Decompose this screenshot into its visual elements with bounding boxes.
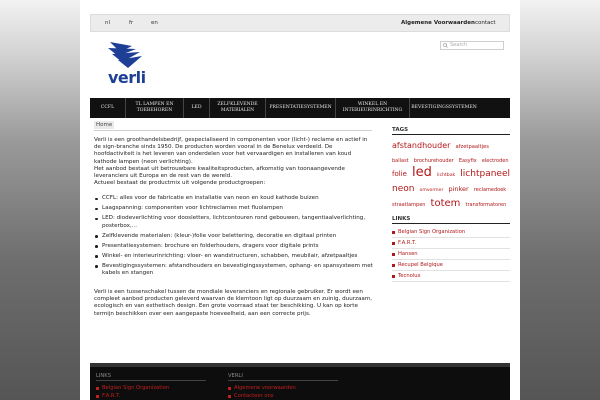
sidebar-link[interactable]: Recupel Belgique xyxy=(392,260,510,271)
nav-item-ccfl[interactable]: CCFL xyxy=(90,98,126,118)
footer-link[interactable]: Contacteer ons xyxy=(228,393,338,399)
list-item: Bevestigingssystemen: afstandhouders en bevestigingssystemen, ophang- en spansysteem met kabels en stangen xyxy=(94,263,374,277)
breadcrumb-home[interactable]: Home xyxy=(96,122,113,128)
terms-link[interactable]: Algemene Voorwaarden xyxy=(401,20,475,26)
sidebar-links xyxy=(392,227,510,282)
tag-link[interactable]: pinker xyxy=(448,185,469,193)
sidebar xyxy=(392,127,510,282)
search-input[interactable] xyxy=(440,41,504,50)
lang-nl-link[interactable]: nl xyxy=(105,20,111,26)
nav-item-led[interactable]: LED xyxy=(184,98,210,118)
list-item: CCFL: alles voor de fabricatie en installatie van neon en koud kathode buizen xyxy=(94,195,374,202)
tag-link[interactable]: lichtpaneel xyxy=(460,169,510,179)
nav-item-zelfklevende[interactable]: ZELFKLEVENDE MATERIALEN xyxy=(210,98,266,118)
main-content xyxy=(94,137,374,318)
search-icon xyxy=(443,43,448,48)
list-item: Laagspanning: componenten voor lichtreclames met fluolampen xyxy=(94,205,374,212)
tag-link[interactable]: electroden xyxy=(481,158,509,164)
list-item: Winkel- en interieurinrichting: vloer- en wandstructuren, schabben, meubilair, afzetpaaltjes xyxy=(94,253,374,260)
intro-paragraph: Verli is een groothandelsbedrijf, gespecialiseerd in componenten voor (licht-) reclame en actief in de sign-branche sinds 1950. De producten worden vooral in de Benelux verdeeld. De hoofdactiviteit is het leveren van onderdelen voor het vervaardigen en installeren van koud kathode lampen (neon verlichting). xyxy=(94,137,368,165)
nav-item-bevestigingssystemen[interactable]: BEVESTIGINGSSYSTEMEN xyxy=(411,105,477,110)
footer-link[interactable]: F.A.R.T. xyxy=(96,393,206,399)
lang-en-link[interactable]: en xyxy=(151,20,158,26)
links-heading: LINKS xyxy=(392,216,510,224)
lang-fr-link[interactable]: fr xyxy=(129,20,134,26)
tag-link[interactable]: neon xyxy=(392,184,415,194)
footer xyxy=(90,363,510,400)
list-item: LED: diodeverlichting voor doosletters, lichtcontouren rond gebouwen, tangentiaalverlichting, posterbox,... xyxy=(94,215,374,229)
sidebar-link[interactable]: Hansen xyxy=(392,249,510,260)
footer-links-heading: LINKS xyxy=(96,373,206,381)
tag-link[interactable]: lichtbak xyxy=(437,173,456,178)
intro-paragraph-2: Het aanbod bestaat uit betrouwbare kwaliteitsproducten, afkomstig van toonaangevende leveranciers uit Europa en de rest van de wereld. xyxy=(94,165,345,180)
sidebar-link[interactable]: Belgian Sign Organization xyxy=(392,227,510,238)
footer-link[interactable]: Algemene voorwaarden xyxy=(228,385,338,391)
breadcrumb xyxy=(94,122,372,131)
list-item: Zelfklevende materialen: (kleur-)folie voor belettering, decoratie en digitaal printen xyxy=(94,233,374,240)
list-item: Presentatiesystemen: brochure en folderhouders, dragers voor digitale prints xyxy=(94,243,374,250)
tag-link[interactable]: totem xyxy=(430,198,461,209)
page xyxy=(80,0,520,400)
logo-text: verli xyxy=(108,68,146,87)
nav-item-presentatiesystemen[interactable]: PRESENTATIESYSTEMEN xyxy=(266,98,336,118)
footer-link[interactable]: Belgian Sign Organization xyxy=(96,385,206,391)
footer-links-column xyxy=(96,373,206,400)
intro-paragraph-3: Actueel bestaat de productmix uit volgende productgroepen: xyxy=(94,180,266,187)
sidebar-link[interactable]: Tecnolux xyxy=(392,271,510,282)
tag-link[interactable]: straatlampen xyxy=(392,202,426,208)
closing-paragraph: Verli is een tussenschakel tussen de mondiale leveranciers en regionale gebruiker. Er wordt een compleet aanbod producten geleverd waarvan de klemtoon ligt op duurzaam en zuinig, duurzaam, ecologisch en van esthetisch design. Een grote voorraad staat ter beschikking. U kan op korte termijn beschikken over een aangepaste hoeveelheid, aan een correcte prijs. xyxy=(94,289,373,317)
contact-link[interactable]: contact xyxy=(475,20,496,26)
tag-link[interactable]: folie xyxy=(392,170,407,178)
tag-link[interactable]: ballast xyxy=(392,158,409,164)
tag-link[interactable]: transformatoren xyxy=(465,202,507,208)
tag-link[interactable]: brochurehouder xyxy=(413,158,454,164)
sidebar-link[interactable]: F.A.R.T. xyxy=(392,238,510,249)
footer-verli-column xyxy=(228,373,338,400)
tag-link[interactable]: omvormer xyxy=(419,188,444,193)
top-bar xyxy=(90,14,510,32)
tag-link[interactable]: reclamedoek xyxy=(473,187,507,193)
product-list xyxy=(94,195,374,277)
tag-link[interactable]: afzetpaaltjes xyxy=(455,144,489,150)
footer-verli-heading: VERLI xyxy=(228,373,338,381)
tag-link[interactable]: Easyfix xyxy=(458,158,477,164)
tags-heading: TAGS xyxy=(392,127,510,135)
tag-link[interactable]: led xyxy=(412,165,432,180)
tag-cloud xyxy=(392,138,510,210)
search-placeholder: Search xyxy=(450,42,468,48)
nav-item-winkel[interactable]: WINKEL EN INTERIEURINRICHTING xyxy=(336,98,410,118)
nav-item-tl-lampen[interactable]: TL LAMPEN EN TOEBEHOREN xyxy=(126,98,184,118)
logo-icon xyxy=(106,40,146,70)
main-nav xyxy=(90,98,510,118)
tag-link[interactable]: afstandhouder xyxy=(392,141,451,150)
